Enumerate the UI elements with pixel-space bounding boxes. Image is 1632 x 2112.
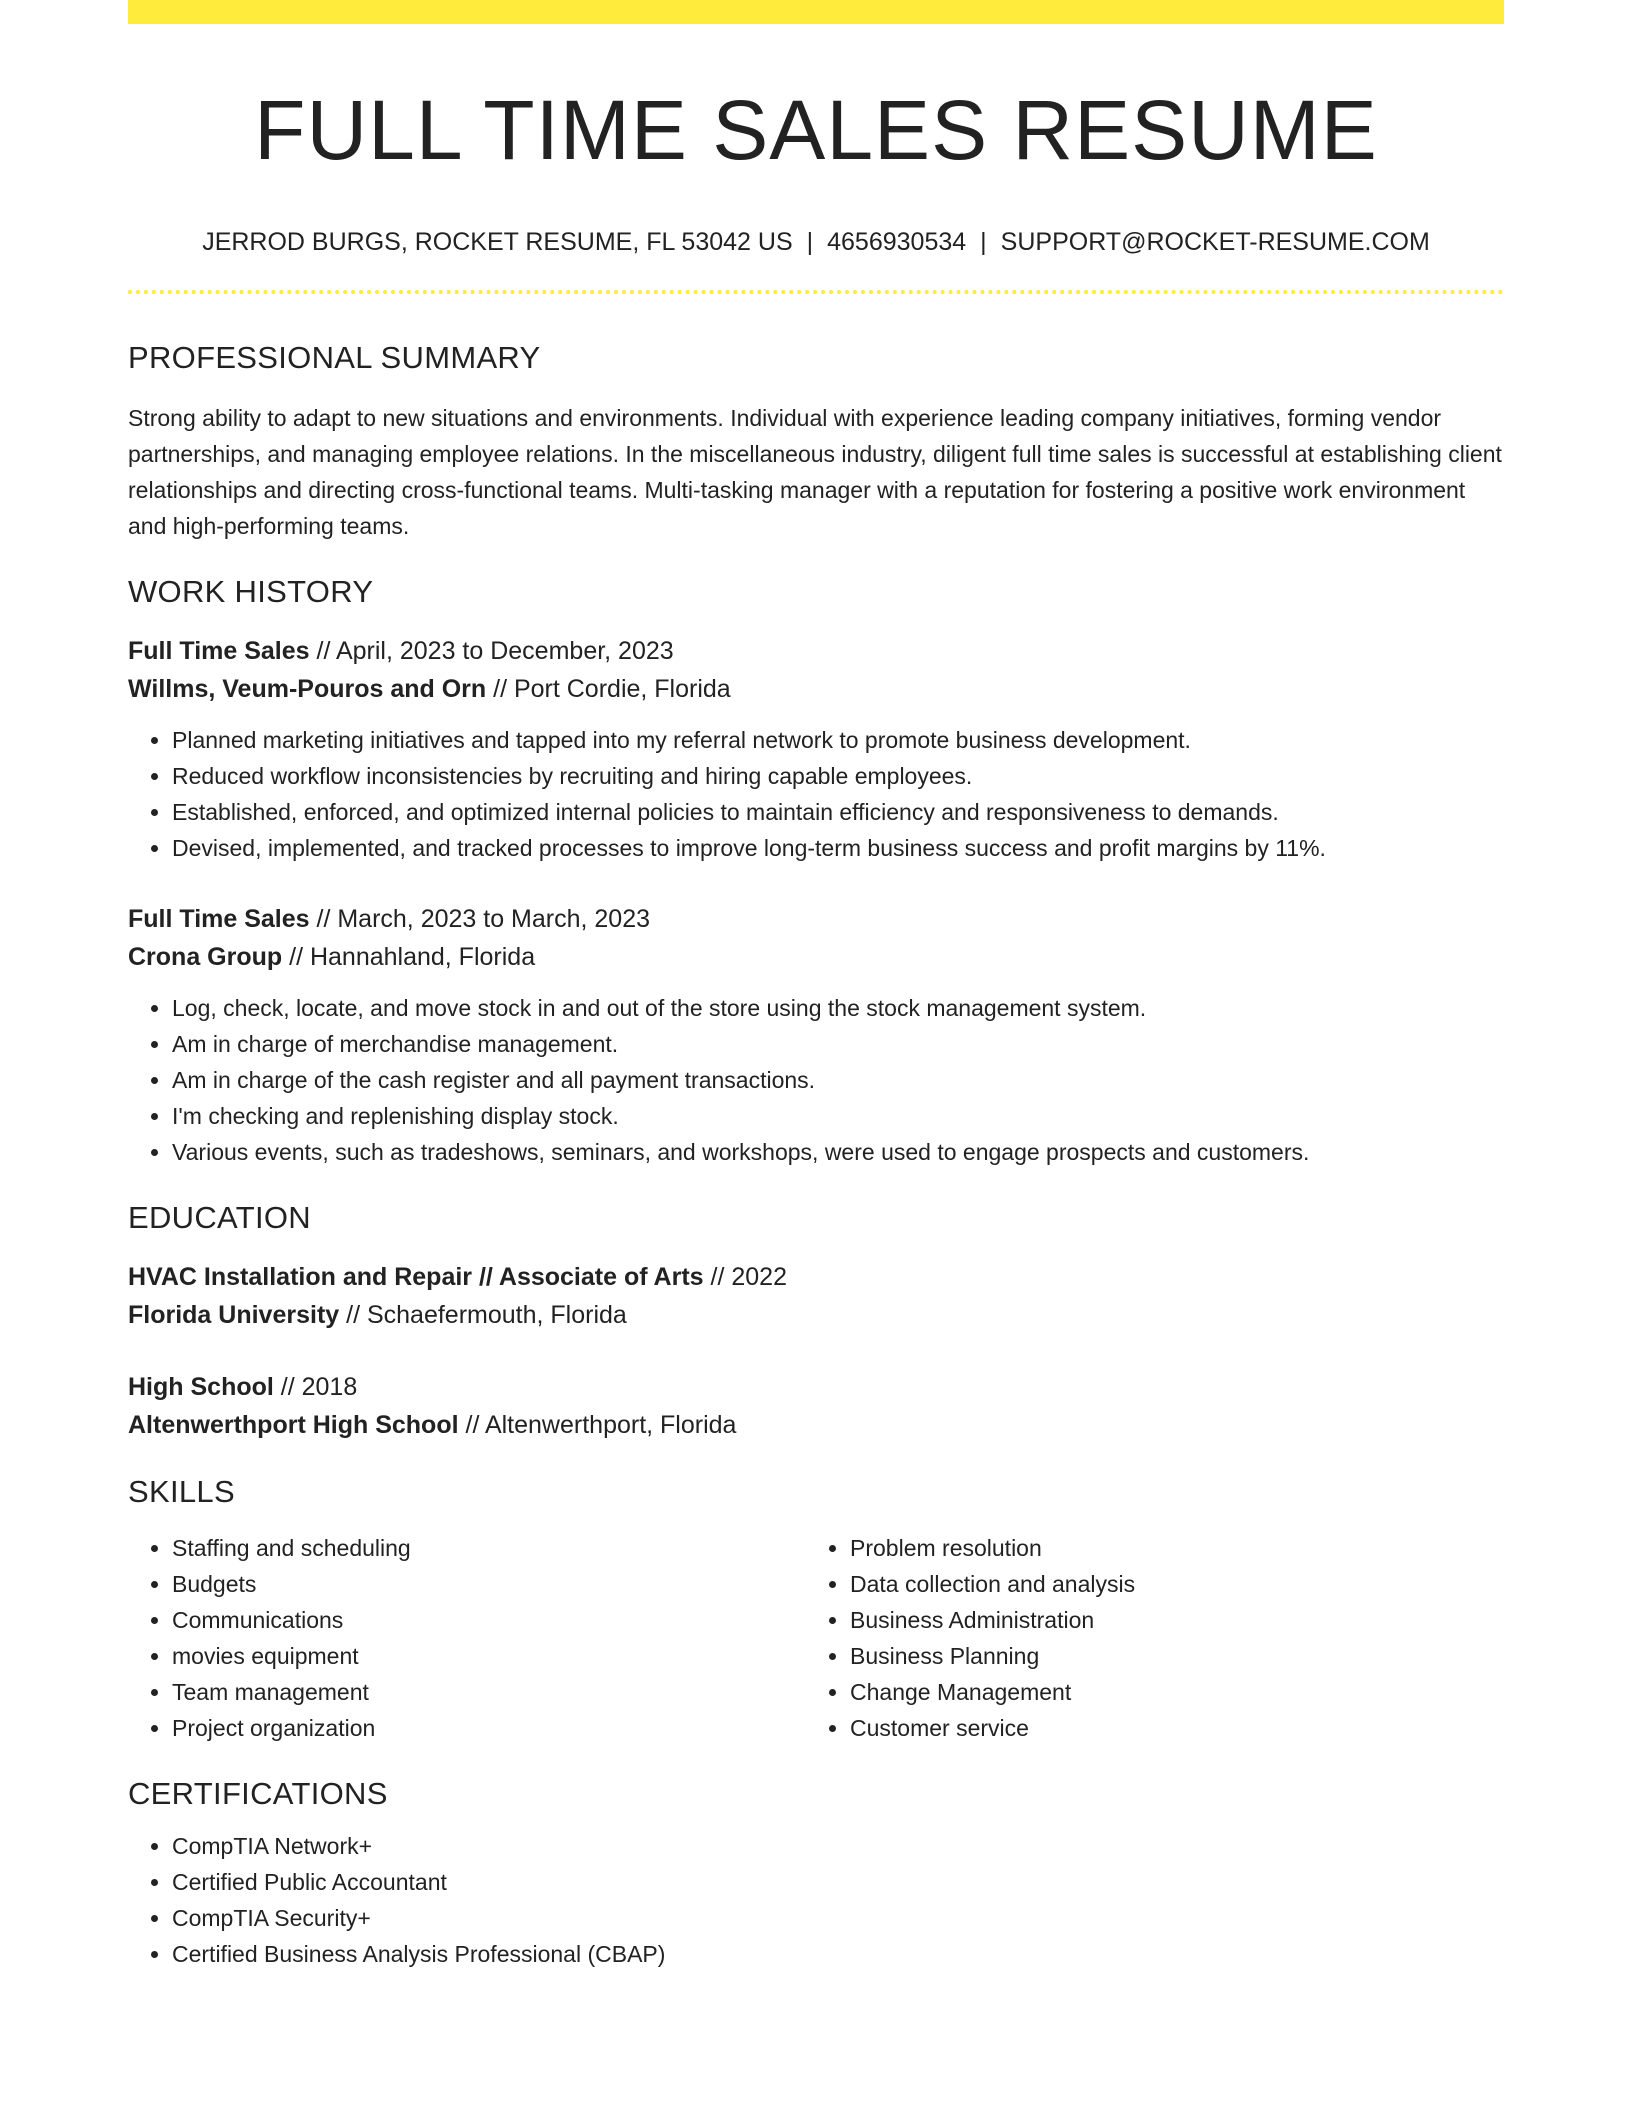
resume-page [128,0,1504,1972]
certification-item: • Certified Business Analysis Professional (CBAP) [172,1936,1504,1972]
education-location: // Schaefermouth, Florida [339,1301,627,1329]
summary-text: Strong ability to adapt to new situations and environments. Individual with experience leading company initiatives, forming vendor partnerships, and managing employee relations. In the miscellaneous industry, diligent full time sales is successful at establishing client relationships and directing cross-functional teams. Multi-tasking manager with a reputation for fostering a positive work environment and high-performing teams. [128,405,1502,539]
job-bullets [128,990,1504,1170]
job-bullets [128,722,1504,866]
education-entry [128,1258,1504,1334]
contact-separator: | [980,228,987,256]
education-heading: EDUCATION [128,1200,311,1235]
education-year: // 2022 [703,1263,787,1291]
job-bullet: • Planned marketing initiatives and tapped into my referral network to promote business development. [172,722,1504,758]
skills-section [128,1472,1504,1746]
skill-item: • Change Management [850,1674,1484,1710]
skills-list [128,1530,806,1746]
job-title-line [128,900,1504,938]
job-company-line [128,938,1504,976]
skill-item: • movies equipment [172,1638,806,1674]
skill-item: • Customer service [850,1710,1484,1746]
skills-column-right [806,1530,1484,1746]
education-year: // 2018 [273,1373,358,1401]
job-bullet: • Log, check, locate, and move stock in and out of the store using the stock management system. [172,990,1504,1026]
skill-item: • Data collection and analysis [850,1566,1484,1602]
certification-item: • Certified Public Accountant [172,1864,1504,1900]
certifications-list [128,1828,1504,1972]
education-degree-line [128,1258,1504,1296]
skill-item: • Business Planning [850,1638,1484,1674]
certification-item: • CompTIA Security+ [172,1900,1504,1936]
job-entry [128,900,1504,1170]
contact-email: SUPPORT@ROCKET-RESUME.COM [1000,228,1430,256]
work-history-heading: WORK HISTORY [128,574,374,609]
job-bullet: • I'm checking and replenishing display stock. [172,1098,1504,1134]
top-accent-bar [128,0,1504,24]
education-degree: HVAC Installation and Repair // Associate of Arts [128,1263,704,1291]
summary-heading: PROFESSIONAL SUMMARY [128,340,541,375]
job-company: Willms, Veum-Pouros and Orn [128,675,487,703]
certifications-section [128,1774,1504,1972]
job-bullet: • Am in charge of the cash register and all payment transactions. [172,1062,1504,1098]
job-company-line [128,670,1504,708]
certifications-heading: CERTIFICATIONS [128,1776,388,1811]
job-title: Full Time Sales [128,905,310,933]
job-title-line [128,632,1504,670]
job-dates: // April, 2023 to December, 2023 [309,637,674,665]
job-bullet: • Reduced workflow inconsistencies by recruiting and hiring capable employees. [172,758,1504,794]
certification-item: • CompTIA Network+ [172,1828,1504,1864]
skills-column-left [128,1530,806,1746]
contact-separator: | [806,228,814,256]
job-dates: // March, 2023 to March, 2023 [309,905,651,933]
education-school: Altenwerthport High School [128,1411,459,1439]
job-bullet: • Am in charge of merchandise management. [172,1026,1504,1062]
job-bullet: • Established, enforced, and optimized internal policies to maintain efficiency and responsiveness to demands. [172,794,1504,830]
contact-address: JERROD BURGS, ROCKET RESUME, FL 53042 US [202,228,793,256]
skill-item: • Project organization [172,1710,806,1746]
job-bullet: • Devised, implemented, and tracked processes to improve long-term business success and profit margins by 11%. [172,830,1504,866]
skill-item: • Business Administration [850,1602,1484,1638]
skill-item: • Team management [172,1674,806,1710]
education-section [128,1198,1504,1444]
education-entry [128,1368,1504,1444]
job-entry [128,632,1504,866]
skills-heading: SKILLS [128,1474,235,1509]
skill-item: • Budgets [172,1566,806,1602]
job-title: Full Time Sales [128,637,310,665]
job-company: Crona Group [128,943,283,971]
job-location: // Port Cordie, Florida [486,675,731,703]
skills-list [806,1530,1484,1746]
skill-item: • Communications [172,1602,806,1638]
work-history-section [128,572,1504,1170]
contact-phone: 4656930534 [827,228,967,256]
header-divider [128,290,1504,294]
education-school-line [128,1296,1504,1334]
contact-line [128,224,1504,260]
skills-columns [128,1530,1504,1746]
skill-item: • Problem resolution [850,1530,1484,1566]
education-school-line [128,1406,1504,1444]
job-bullet: • Various events, such as tradeshows, seminars, and workshops, were used to engage prospects and customers. [172,1134,1504,1170]
education-school: Florida University [128,1301,340,1329]
job-location: // Hannahland, Florida [282,943,536,971]
skill-item: • Staffing and scheduling [172,1530,806,1566]
education-location: // Altenwerthport, Florida [458,1411,737,1439]
education-degree-line [128,1368,1504,1406]
education-degree: High School [128,1373,274,1401]
resume-title: FULL TIME SALES RESUME [254,83,1378,177]
